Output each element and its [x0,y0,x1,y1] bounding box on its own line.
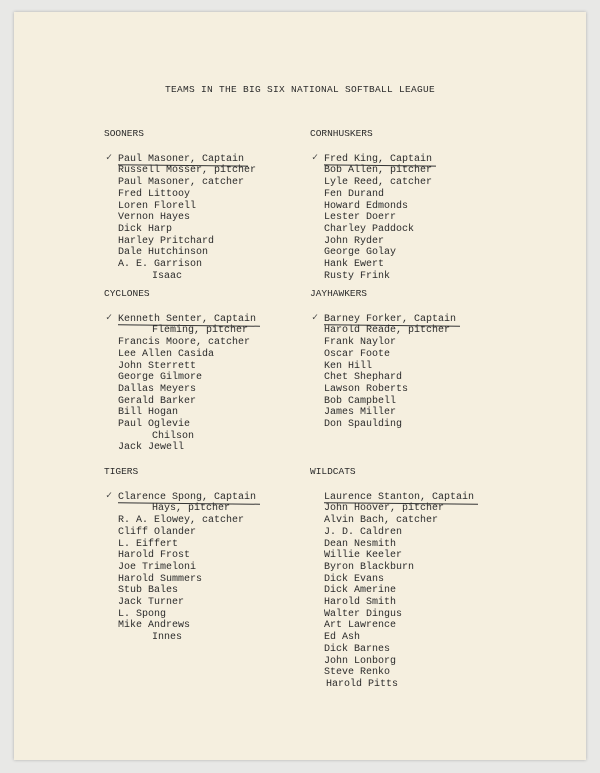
player-entry: Fleming, pitcher [152,325,249,337]
team-name: JAYHAWKERS [310,288,368,299]
team-roster [312,152,433,283]
player-entry: Harold Reade, pitcher [324,325,451,337]
player-entry: Russell Mosser, pitcher [118,165,257,177]
player-entry: Ken Hill [324,360,373,372]
captain-entry: ✓ Paul Masoner, Captain [106,152,245,165]
player-entry: George Golay [324,247,397,259]
captain-entry: ✓ Kenneth Senter, Captain [106,312,257,325]
team-name: SOONERS [104,128,144,139]
player-entry: Paul Masoner, catcher [118,177,245,189]
document-title: TEAMS IN THE BIG SIX NATIONAL SOFTBALL LEAGUE [164,84,436,95]
player-entry: Loren Florell [118,200,197,212]
check-mark-icon: ✓ [106,490,113,502]
player-entry: Chet Shephard [324,372,403,384]
team-tigers [104,466,256,644]
player-entry: Jack Turner [118,597,185,609]
player-entry: Dallas Meyers [118,383,197,395]
player-entry: Fen Durand [324,188,385,200]
player-entry: Dick Harp [118,223,173,235]
player-entry: Harold Summers [118,573,203,585]
player-entry: Dean Nesmith [324,538,397,550]
check-mark-icon: ✓ [106,152,113,164]
team-wildcats [310,466,474,691]
player-entry: Stub Bales [118,585,179,597]
player-entry: A. E. Garrison [118,259,203,271]
player-entry: Byron Blackburn [324,561,415,573]
player-entry: Alvin Bach, catcher [324,515,439,527]
document-page [14,12,586,760]
player-entry: J. D. Caldren [324,526,403,538]
player-entry: Frank Naylor [324,337,397,349]
player-entry: Harold Pitts [326,678,399,690]
player-entry: Hank Ewert [324,259,385,271]
player-entry: Fred Littooy [118,188,191,200]
team-roster [312,312,457,431]
team-roster [106,152,257,283]
team-cornhuskers [310,128,432,282]
player-entry: Innes [152,632,183,644]
team-roster [324,492,474,691]
player-entry: R. A. Elowey, catcher [118,515,245,527]
player-entry: Willie Keeler [324,550,403,562]
player-entry: Bill Hogan [118,407,179,419]
player-entry: Paul Oglevie [118,419,191,431]
player-entry: Rusty Frink [324,270,391,282]
player-entry: Bob Allen, pitcher [324,165,433,177]
player-entry: John Ryder [324,235,385,247]
player-entry: Mike Andrews [118,620,191,632]
player-entry: Lee Allen Casida [118,348,215,360]
player-entry: Dale Hutchinson [118,247,209,259]
player-entry: Howard Edmonds [324,200,409,212]
team-jayhawkers [310,288,456,431]
player-entry: Lester Doerr [324,212,397,224]
player-entry: L. Eiffert [118,538,179,550]
player-entry: Gerald Barker [118,395,197,407]
player-entry: Jack Jewell [118,442,185,454]
check-mark-icon: ✓ [106,312,113,324]
player-entry: Harley Pritchard [118,235,215,247]
player-entry: Harold Smith [324,597,397,609]
player-entry: Art Lawrence [324,620,397,632]
player-entry: John Hoover, pitcher [324,503,445,515]
player-entry: Vernon Hayes [118,212,191,224]
player-entry: Joe Trimeloni [118,561,197,573]
player-entry: Harold Frost [118,550,191,562]
player-entry: Cliff Olander [118,526,197,538]
captain-entry: ✓ Barney Forker, Captain [312,312,457,325]
player-entry: Oscar Foote [324,348,391,360]
player-entry: Francis Moore, catcher [118,337,251,349]
player-entry: George Gilmore [118,372,203,384]
team-name: TIGERS [104,466,139,477]
team-roster [106,490,257,644]
player-entry: Dick Barnes [324,643,391,655]
player-entry: Steve Renko [324,667,391,679]
player-entry: Lyle Reed, catcher [324,177,433,189]
player-entry: Ed Ash [324,632,361,644]
player-entry: James Miller [324,407,397,419]
team-roster [106,312,257,454]
player-entry: Don Spaulding [324,419,403,431]
player-entry: Bob Campbell [324,395,397,407]
player-entry: Hays, pitcher [152,503,231,515]
player-entry: John Sterrett [118,360,197,372]
team-cyclones [104,288,256,454]
team-name: CYCLONES [104,288,150,299]
team-name: CORNHUSKERS [310,128,373,139]
player-entry: John Lonborg [324,655,397,667]
team-sooners [104,128,256,282]
team-name: WILDCATS [310,466,356,477]
player-entry: Dick Amerine [324,585,397,597]
player-entry: Isaac [152,270,183,282]
player-entry: Charley Paddock [324,223,415,235]
captain-entry: ✓ Fred King, Captain [312,152,433,165]
player-entry: Walter Dingus [324,608,403,620]
captain-entry: Laurence Stanton, Captain [324,491,475,503]
captain-entry: ✓ Clarence Spong, Captain [106,490,257,503]
player-entry: Chilson [152,430,195,442]
check-mark-icon: ✓ [312,312,319,324]
player-entry: Dick Evans [324,573,385,585]
check-mark-icon: ✓ [312,152,319,164]
player-entry: Lawson Roberts [324,383,409,395]
player-entry: L. Spong [118,608,167,620]
